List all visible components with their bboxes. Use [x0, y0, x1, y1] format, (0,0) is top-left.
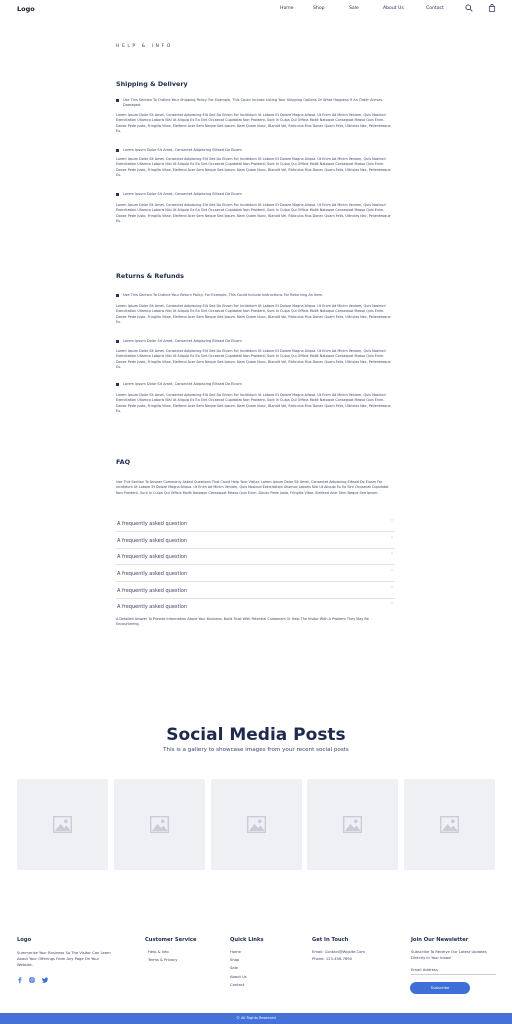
contact-heading: Get In Touch: [312, 937, 349, 943]
contact-email[interactable]: Email: Contact@Wpsite.Com: [312, 950, 365, 954]
faq-item[interactable]: [116, 549, 395, 565]
social-post-tile[interactable]: [17, 779, 108, 870]
faq-question: A frequently asked question: [117, 588, 188, 594]
faq-question: A frequently asked question: [117, 538, 188, 544]
footer-logo[interactable]: Logo: [17, 937, 32, 943]
copyright-bar: [0, 1013, 512, 1024]
image-placeholder-icon: [53, 816, 72, 833]
social-post-tile[interactable]: [307, 779, 398, 870]
copyright-text: © All Rights Reserved: [236, 1016, 276, 1020]
instagram-icon[interactable]: [29, 977, 35, 983]
nav-contact-link[interactable]: Contact: [426, 6, 444, 11]
chevron-down-icon: ˅: [391, 519, 393, 524]
returns-paragraph-3: Lorem Ipsum Dolor Sit Amet, Consectet Adipiscing Elit Sed Do Eiusm For Incididunt Ut Labore Et Dolore Magna Aliqua. Ut Enim Ad Minim Veniam, Quis Nostrud Exercitation Ullamco Laboris Nisi Ut Aliquip Ex Ea Sint Occaecat Cupidatat Non Proident, Sunt In Culpa Qui Officia Mollit Natoque Consequat Massa Quis Enim. Donec Pede Justo, Fringilla Vitae, Eleifend Acer Sem Neque Sed Ipsum. Nam Quam Nunc, Blandit Vel, Ridiculus Mus Donec Quam Felis, Ultricies Nec, Pellentesque Eu.: [116, 393, 391, 414]
shipping-paragraph-1: Lorem Ipsum Dolor Sit Amet, Consectet Adipiscing Elit Sed Do Eiusm For Incididunt Ut Labore Et Dolore Magna Aliqua. Ut Enim Ad Minim Veniam, Quis Nostrud Exercitation Ullamco Laboris Nisi Ut Aliquip Ex Ea Sint Occaecat Cupidatat Non Proident, Sunt In Culpa Qui Officia Mollit Natoque Consequat Massa Quis Enim. Donec Pede Justo, Fringilla Vitae, Eleifend Acer Sem Neque Sed Ipsum. Nam Quam Nunc, Blandit Vel, Ridiculus Mus Donec Quam Felis, Ultricies Nec, Pellentesque Eu.: [116, 113, 391, 134]
footer-link-shop[interactable]: Shop: [230, 958, 240, 962]
image-placeholder-icon: [247, 816, 266, 833]
faq-question: A frequently asked question: [117, 604, 188, 610]
faq-item-expanded[interactable]: [116, 599, 395, 615]
top-navigation: [0, 0, 512, 18]
shipping-paragraph-2: Lorem Ipsum Dolor Sit Amet, Consectet Adipiscing Elit Sed Do Eiusm For Incididunt Ut Labore Et Dolore Magna Aliqua. Ut Enim Ad Minim Veniam, Quis Nostrud Exercitation Ullamco Laboris Nisi Ut Aliquip Ex Ea Sint Occaecat Cupidatat Non Proident, Sunt In Culpa Qui Officia Mollit Natoque Consequat Massa Quis Enim. Donec Pede Justo, Fringilla Vitae, Eleifend Acer Sem Neque Sed Ipsum. Nam Quam Nunc, Blandit Vel, Ridiculus Mus Donec Quam Felis, Ultricies Nec, Pellentesque Eu.: [116, 157, 391, 178]
newsletter-heading: Join Our Newsletter: [411, 937, 469, 943]
faq-item[interactable]: [116, 516, 395, 532]
social-post-tile[interactable]: [114, 779, 205, 870]
footer-about-text: Summarize Your Business So The Visitor Can Learn About Your Offerings From Any Page On Your Website.: [17, 951, 111, 967]
shipping-bullet-2: Lorem Ipsum Dolor Sit Amet, Consectet Adipiscing Elitsed Do Eiusm: [116, 148, 396, 153]
returns-intro-bullet: Use This Section To Outline Your Return Policy. For Example, This Could Include Instructions For Returning An Item.: [116, 293, 396, 298]
faq-heading: FAQ: [116, 458, 131, 466]
faq-answer: A Detailed Answer To Provide Information About Your Business, Build Trust With Potential Customers Or Help The Visitor With A Problem They May Be Encountering.: [116, 617, 369, 627]
nav-home-link[interactable]: Home: [280, 6, 294, 11]
image-placeholder-icon: [150, 816, 169, 833]
twitter-icon[interactable]: [42, 977, 48, 983]
contact-phone[interactable]: Phone: 123-456-7890: [312, 957, 352, 961]
nav-shop-link[interactable]: Shop: [313, 6, 325, 11]
footer-link-about[interactable]: About Us: [230, 975, 247, 979]
footer-link-contact[interactable]: Contact: [230, 983, 245, 987]
shipping-paragraph-3: Lorem Ipsum Dolor Sit Amet, Consectet Adipiscing Elit Sed Do Eiusm For Incididunt Ut Labore Et Dolore Magna Aliqua. Ut Enim Ad Minim Veniam, Quis Nostrud Exercitation Ullamco Laboris Nisi Ut Aliquip Ex Ea Sint Occaecat Cupidatat Non Proident, Sunt In Culpa Qui Officia Mollit Natoque Consequat Massa Quis Enim. Donec Pede Justo, Fringilla Vitae, Eleifend Acer Sem Neque Sed Ipsum. Nam Quam Nunc, Blandit Vel, Ridiculus Mus Donec Quam Felis, Ultricies Nec, Pellentesque Eu.: [116, 203, 391, 224]
image-placeholder-icon: [343, 816, 362, 833]
image-placeholder-icon: [440, 816, 459, 833]
social-post-tile[interactable]: [404, 779, 495, 870]
cart-icon[interactable]: [488, 4, 496, 12]
returns-heading: Returns & Refunds: [116, 272, 184, 280]
footer-link-sale[interactable]: Sale: [230, 966, 238, 970]
help-info-eyebrow: HELP & INFO: [116, 44, 173, 49]
subscribe-button[interactable]: Subscribe: [410, 982, 470, 994]
faq-question: A frequently asked question: [117, 554, 188, 560]
shipping-heading: Shipping & Delivery: [116, 80, 188, 88]
nav-sale-link[interactable]: Sale: [349, 6, 359, 11]
social-heading: Social Media Posts: [166, 725, 346, 745]
returns-bullet-3: Lorem Ipsum Dolor Sit Amet, Consectet Adipiscing Elitsed Do Eiusm: [116, 382, 396, 387]
shipping-bullet-3: Lorem Ipsum Dolor Sit Amet, Consectet Adipiscing Elitsed Do Eiusm: [116, 192, 396, 197]
footer-link-terms[interactable]: Terms & Privacy: [148, 958, 178, 962]
chevron-down-icon: ˅: [391, 569, 393, 574]
chevron-down-icon: ˅: [391, 552, 393, 557]
faq-question: A frequently asked question: [117, 521, 188, 527]
faq-intro: Use This Section To Answer Commonly Asked Questions That Could Help Your Visitor. Lorem Ipsum Dolor Sit Amet, Consectet Adipiscing Elitsed Do Eiusm For Incididunt Ut Labore Et Dolore Magna Aliqua. Ut Enim Ad Minim Veniam, Quis Nostrud Exercitation Ullamco Laboris Nisi Ut Aliquip Ex Ea Sint Occaecat Cupidatat Non Proident, Sunt In Culpa Qui Officia Mollit Natoque Consequat Massa Quis Enim. Donec Pede Justo, Fringilla Vitae, Eleifend Acer Sem Neque Sed Ipsum.: [116, 480, 389, 495]
chevron-down-icon: ˅: [391, 536, 393, 541]
footer-link-home[interactable]: Home: [230, 950, 241, 954]
faq-item[interactable]: [116, 533, 395, 549]
chevron-up-icon: ˄: [391, 602, 393, 607]
email-field-underline: [411, 974, 496, 975]
quick-links-heading: Quick Links: [230, 937, 264, 943]
footer-link-help[interactable]: Help & Info: [148, 950, 169, 954]
newsletter-text: Subscribe To Receive Our Latest Updates Directly In Your Inbox!: [411, 950, 487, 960]
faq-item[interactable]: [116, 566, 395, 582]
faq-item[interactable]: [116, 583, 395, 599]
newsletter-email-field[interactable]: Email Address: [411, 967, 438, 972]
returns-bullet-2: Lorem Ipsum Dolor Sit Amet, Consectet Adipiscing Elitsed Do Eiusm: [116, 339, 396, 344]
chevron-down-icon: ˅: [391, 586, 393, 591]
site-logo[interactable]: Logo: [17, 5, 35, 13]
returns-paragraph-1: Lorem Ipsum Dolor Sit Amet, Consectet Adipiscing Elit Sed Do Eiusm For Incididunt Ut Labore Et Dolore Magna Aliqua. Ut Enim Ad Minim Veniam, Quis Nostrud Exercitation Ullamco Laboris Nisi Ut Aliquip Ex Ea Sint Occaecat Cupidatat Non Proident, Sunt In Culpa Qui Officia Mollit Natoque Consequat Massa Quis Enim. Donec Pede Justo, Fringilla Vitae, Eleifend Acer Sem Neque Sed Ipsum. Nam Quam Nunc, Blandit Vel, Ridiculus Mus Donec Quam Felis, Ultricies Nec, Pellentesque Eu.: [116, 304, 391, 325]
returns-paragraph-2: Lorem Ipsum Dolor Sit Amet, Consectet Adipiscing Elit Sed Do Eiusm For Incididunt Ut Labore Et Dolore Magna Aliqua. Ut Enim Ad Minim Veniam, Quis Nostrud Exercitation Ullamco Laboris Nisi Ut Aliquip Ex Ea Sint Occaecat Cupidatat Non Proident, Sunt In Culpa Qui Officia Mollit Natoque Consequat Massa Quis Enim. Donec Pede Justo, Fringilla Vitae, Eleifend Acer Sem Neque Sed Ipsum. Nam Quam Nunc, Blandit Vel, Ridiculus Mus Donec Quam Felis, Ultricies Nec, Pellentesque Eu.: [116, 349, 391, 370]
nav-about-link[interactable]: About Us: [383, 6, 404, 11]
social-post-tile[interactable]: [211, 779, 302, 870]
shipping-intro-bullet: Use This Section To Outline Your Shipping Policy. For Example, This Could Include Listing Your Shipping Options Or What Happens If An Order Arrives Damaged.: [116, 98, 396, 108]
search-icon[interactable]: [465, 4, 473, 12]
customer-service-heading: Customer Service: [145, 937, 197, 943]
facebook-icon[interactable]: [17, 977, 23, 983]
faq-question: A frequently asked question: [117, 571, 188, 577]
social-subheading: This is a gallery to showcase images from your recent social posts: [163, 747, 349, 753]
